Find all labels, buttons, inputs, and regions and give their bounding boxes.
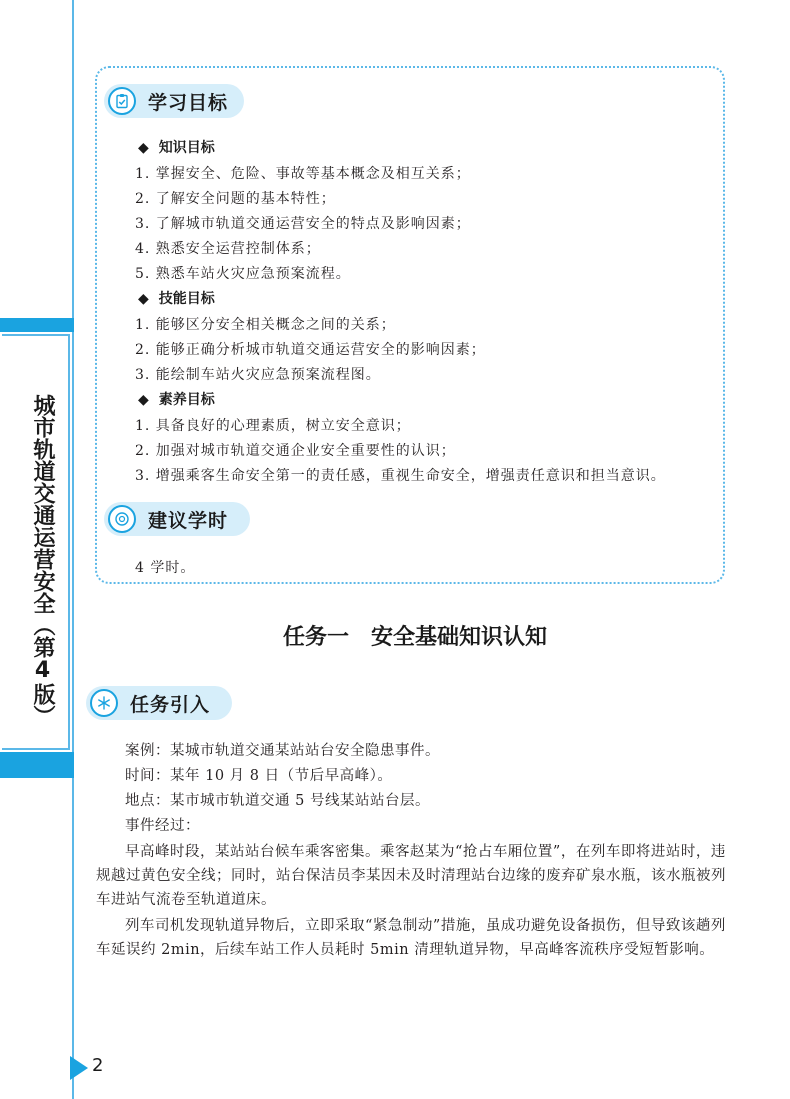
objectives-heading: 学习目标 [148, 92, 229, 114]
quality-item: 3. 增强乘客生命安全第一的责任感，重视生命安全，增强责任意识和担当意识。 [135, 468, 666, 484]
spine-tab-bottom [0, 752, 74, 778]
page-number: 2 [92, 1055, 104, 1076]
spine-line [72, 0, 74, 1099]
event-paragraph-1: 早高峰时段，某站站台候车乘客密集。乘客赵某为“抢占车厢位置”，在列车即将进站时，违规越过黄色安全线；同时，站台保洁员李某因未及时清理站台边缘的废弃矿泉水瓶，该水瓶被列车进站气流卷至轨道道床。 [96, 844, 726, 908]
case-line: 案例：某城市轨道交通某站站台安全隐患事件。 [125, 743, 440, 759]
skill-item: 2. 能够正确分析城市轨道交通运营安全的影响因素； [135, 342, 486, 358]
diamond-icon: ◆ [138, 140, 149, 156]
hours-heading: 建议学时 [148, 510, 229, 532]
intro-heading: 任务引入 [130, 694, 211, 716]
quality-item: 2. 加强对城市轨道交通企业安全重要性的认识； [135, 443, 456, 459]
knowledge-item: 3. 了解城市轨道交通运营安全的特点及影响因素； [135, 216, 471, 232]
hours-heading-pill [104, 502, 250, 536]
skill-item: 1. 能够区分安全相关概念之间的关系； [135, 317, 396, 333]
diamond-icon: ◆ [138, 392, 149, 408]
knowledge-item: 2. 了解安全问题的基本特性； [135, 191, 336, 207]
time-line: 时间：某年 10 月 8 日（节后早高峰）。 [125, 768, 393, 784]
task-title: 任务一 安全基础知识认知 [282, 625, 547, 650]
page-arrow-icon [70, 1056, 88, 1080]
skill-subheading: ◆ 技能目标 [138, 291, 215, 307]
knowledge-item: 4. 熟悉安全运营控制体系； [135, 241, 321, 257]
knowledge-subheading: ◆ 知识目标 [138, 140, 215, 156]
event-paragraph-2: 列车司机发现轨道异物后，立即采取“紧急制动”措施，虽成功避免设备损伤，但导致该趟列车延误约 2min，后续车站工作人员耗时 5min 清理轨道异物，早高峰客流秩序受短暂影响。 [96, 918, 726, 958]
quality-item: 1. 具备良好的心理素质，树立安全意识； [135, 418, 411, 434]
intro-heading-pill [86, 686, 232, 720]
hours-value: 4 学时。 [135, 560, 196, 576]
objectives-heading-pill [104, 84, 244, 118]
place-line: 地点：某市城市轨道交通 5 号线某站站台层。 [125, 793, 430, 809]
clock-icon [108, 505, 136, 533]
spine-tab-top [0, 318, 74, 332]
snowflake-icon [90, 689, 118, 717]
diamond-icon: ◆ [138, 291, 149, 307]
quality-subheading: ◆ 素养目标 [138, 392, 215, 408]
book-title: 城市轨道交通运营安全（第4版） [30, 394, 55, 727]
skill-item: 3. 能绘制车站火灾应急预案流程图。 [135, 367, 381, 383]
knowledge-item: 5. 熟悉车站火灾应急预案流程。 [135, 266, 351, 282]
knowledge-item: 1. 掌握安全、危险、事故等基本概念及相互关系； [135, 166, 471, 182]
process-label: 事件经过： [125, 818, 200, 834]
clipboard-check-icon [108, 87, 136, 115]
